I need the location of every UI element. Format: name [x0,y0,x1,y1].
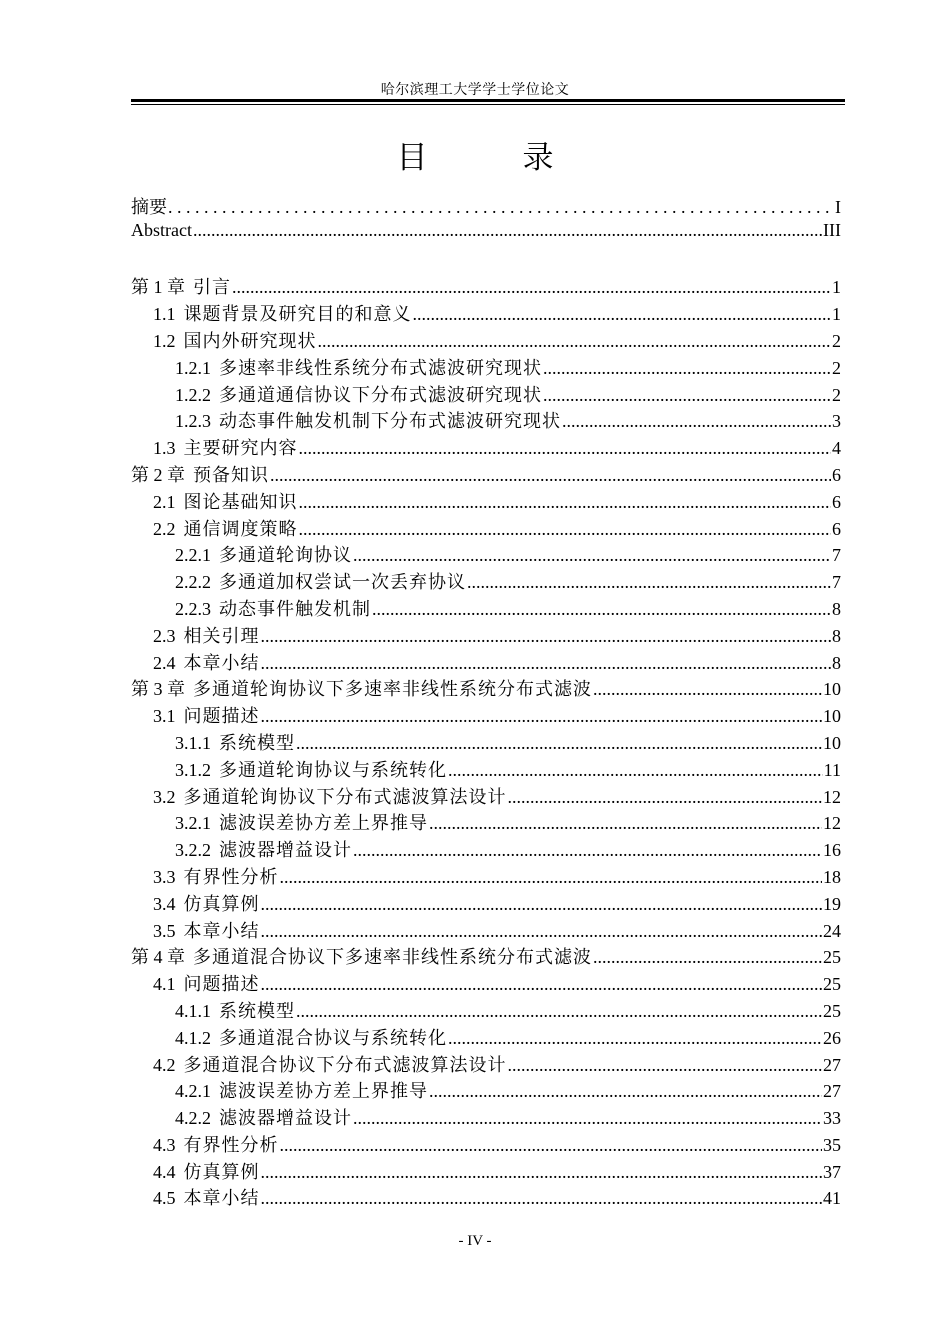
toc-entry-number: 2.2.3 [175,598,211,619]
toc-entry-number: 4.1 [153,974,176,995]
toc-entry-label: 仿真算例 [183,893,260,915]
toc-entry-page: 7 [832,545,841,566]
toc-entry[interactable] [131,890,841,917]
dot-leader [353,840,822,861]
toc-entry-number: 2.2.1 [175,545,211,566]
toc-entry-page: 2 [832,384,841,405]
toc-entry[interactable] [131,863,841,890]
toc-entry-label: 多通道通信协议下分布式滤波研究现状 [219,384,542,406]
toc-entry-page: 12 [823,786,841,807]
header-rule-thick [131,99,845,102]
toc-entry-page: I [835,197,841,217]
toc-entry-page: 6 [832,518,841,539]
toc-entry-page: 33 [823,1108,841,1129]
toc-entry[interactable] [131,381,841,408]
toc-entry[interactable] [131,809,841,836]
toc-entry-page: 35 [823,1134,841,1155]
dot-leader [448,1028,822,1049]
toc-entry-label: 多通道混合协议下分布式滤波算法设计 [183,1054,507,1076]
toc-entry-number: 4.2.1 [175,1081,211,1102]
toc-entry-number: 第 1 章 [131,277,185,298]
dot-leader [372,599,831,620]
dot-leader [318,331,832,352]
toc-entry-page: 25 [823,1000,841,1021]
toc-entry-number: 1.3 [153,438,176,459]
toc-entry[interactable] [131,649,841,676]
toc-entry[interactable] [131,1104,841,1131]
toc-entry-label: 多通道轮询协议下多速率非线性系统分布式滤波 [193,679,592,701]
toc-entry-label: 多通道轮询协议与系统转化 [219,759,447,781]
toc-entry-number: 3.1.2 [175,759,211,780]
toc-entry-page: 8 [832,598,841,619]
toc-entry-label: 问题描述 [183,706,260,728]
dot-leader [299,438,832,459]
toc-entry-page: 25 [823,974,841,995]
toc-entry-page: 8 [832,625,841,646]
toc-entry-page: 7 [832,572,841,593]
toc-entry-label: 系统模型 [219,732,295,754]
toc-entry[interactable] [131,1024,841,1051]
dot-leader [299,492,832,513]
dot-leader [261,894,823,915]
toc-entry[interactable] [131,273,841,300]
dot-leader [543,385,831,406]
page-number: - IV - [458,1233,492,1249]
toc-entry-page: 4 [832,438,841,459]
toc-entry-page: 10 [823,732,841,753]
toc-entry-number: 4.1.1 [175,1000,211,1021]
toc-entry-number: 2.1 [153,491,176,512]
toc-entry-label: 通信调度策略 [183,518,298,540]
dot-leader [232,277,831,298]
dot-leader [562,411,831,432]
running-header: 哈尔滨理工大学学士学位论文 [380,82,570,98]
toc-entry-label: 摘要 [131,197,167,218]
toc-entry-number: 第 3 章 [131,679,185,700]
toc-entry-label: 有界性分析 [183,866,279,888]
toc-entry-number: 3.2.1 [175,813,211,834]
toc-entry-label: 引言 [193,277,231,299]
dot-leader [543,358,831,379]
toc-entry-page: 18 [823,866,841,887]
toc-entry-number: 3.2.2 [175,840,211,861]
toc-entry-label: 本章小结 [183,652,260,674]
toc-entry-number: 2.3 [153,625,176,646]
dot-leader [508,1055,823,1076]
toc-entry[interactable] [131,783,841,810]
toc-entry-number: 4.1.2 [175,1027,211,1048]
toc-entry-label: 有界性分析 [183,1134,279,1156]
toc-entry[interactable] [131,1158,841,1185]
toc-entry[interactable] [131,327,841,354]
toc-entry[interactable] [131,220,841,247]
toc-entry-number: 1.2.1 [175,357,211,378]
dot-leader [593,947,822,968]
dot-leader [296,733,822,754]
toc-entry-label: 相关引理 [183,625,260,647]
dot-leader [280,867,823,888]
toc-entry[interactable] [131,541,841,568]
toc-entry[interactable] [131,970,841,997]
dot-leader [261,921,823,942]
toc-entry-label: 图论基础知识 [183,491,298,513]
toc-entry-number: 3.2 [153,786,176,807]
toc-entry[interactable] [131,568,841,595]
toc-entry-number: 1.2.3 [175,411,211,432]
header-rule-thin [131,104,845,105]
toc-entry-page: 2 [832,357,841,378]
toc-entry-page: 41 [823,1188,841,1209]
dot-leader [261,626,832,647]
dot-leader [448,760,823,781]
toc-entry-label: 本章小结 [183,1188,260,1210]
toc-entry[interactable] [131,756,841,783]
toc-entry[interactable] [131,917,841,944]
dot-leader [467,572,831,593]
toc-entry-page: 27 [823,1054,841,1075]
toc-entry-page: 25 [823,947,841,968]
toc-entry[interactable] [131,354,841,381]
toc-entry-number: 3.5 [153,920,176,941]
toc-entry-label: 多通道加权尝试一次丢弃协议 [219,572,466,594]
toc-entry-page: 6 [832,491,841,512]
toc-entry-number: 4.4 [153,1161,176,1182]
toc-entry-number: 3.3 [153,866,176,887]
dot-leader [261,1162,823,1183]
dot-leader [168,197,834,218]
toc-entry-label: 仿真算例 [183,1161,260,1183]
dot-leader [413,304,832,325]
toc-entry-label: 滤波误差协方差上界推导 [219,1081,428,1103]
toc-entry-number: 2.4 [153,652,176,673]
dot-leader [270,465,831,486]
toc-entry[interactable] [131,729,841,756]
toc-entry-number: 3.1 [153,706,176,727]
dot-leader [280,1135,823,1156]
toc-entry-page: 24 [823,920,841,941]
table-of-contents [131,193,841,1211]
toc-entry[interactable] [131,1184,841,1211]
dot-leader [261,974,823,995]
toc-entry-label: 主要研究内容 [183,438,298,460]
dot-leader [193,220,822,241]
toc-entry[interactable] [131,434,841,461]
dot-leader [593,679,822,700]
toc-entry[interactable] [131,1077,841,1104]
toc-entry-page: III [823,219,841,240]
toc-entry-number: 第 4 章 [131,947,185,968]
toc-entry-label: 国内外研究现状 [183,330,317,352]
toc-entry[interactable] [131,675,841,702]
toc-entry-page: 11 [823,759,841,780]
toc-entry[interactable] [131,515,841,542]
toc-entry[interactable] [131,1051,841,1078]
toc-entry[interactable] [131,836,841,863]
toc-entry-page: 10 [823,706,841,727]
dot-leader [353,1108,822,1129]
toc-entry-page: 37 [823,1161,841,1182]
toc-entry-page: 2 [832,330,841,351]
toc-entry[interactable] [131,622,841,649]
toc-entry-number: 4.3 [153,1134,176,1155]
toc-entry-number: 1.2.2 [175,384,211,405]
dot-leader [296,1001,822,1022]
toc-entry-label: 动态事件触发机制下分布式滤波研究现状 [219,411,561,433]
toc-entry[interactable] [131,595,841,622]
dot-leader [429,1081,822,1102]
toc-entry-number: 4.2.2 [175,1108,211,1129]
toc-entry-number: 3.1.1 [175,732,211,753]
toc-entry-page: 12 [823,813,841,834]
toc-entry-page: 26 [823,1027,841,1048]
toc-entry-label: 动态事件触发机制 [219,598,371,620]
toc-entry-label: 滤波误差协方差上界推导 [219,813,428,835]
toc-entry-page: 1 [832,277,841,298]
toc-entry-page: 3 [832,411,841,432]
toc-entry-label: 系统模型 [219,1000,295,1022]
toc-entry-label: 多通道轮询协议下分布式滤波算法设计 [183,786,507,808]
dot-leader [261,706,823,727]
toc-entry-number: 3.4 [153,893,176,914]
toc-entry[interactable] [131,300,841,327]
toc-entry-label: 多通道混合协议与系统转化 [219,1027,447,1049]
toc-entry-label: 滤波器增益设计 [219,840,352,862]
toc-entry-page: 6 [832,464,841,485]
toc-entry[interactable] [131,193,841,220]
dot-leader [429,813,822,834]
toc-entry[interactable] [131,997,841,1024]
toc-entry-page: 1 [832,304,841,325]
toc-entry-number: 1.2 [153,330,176,351]
toc-entry-page: 8 [832,652,841,673]
toc-entry[interactable] [131,702,841,729]
toc-entry[interactable] [131,488,841,515]
toc-entry-label: 多通道混合协议下多速率非线性系统分布式滤波 [193,947,592,969]
toc-entry-label: 本章小结 [183,920,260,942]
dot-leader [261,1188,823,1209]
toc-title: 目 录 [396,140,586,176]
toc-entry-number: 1.1 [153,304,176,325]
toc-entry-label: 预备知识 [193,464,269,486]
toc-entry-number: 2.2 [153,518,176,539]
toc-entry-label: 多速率非线性系统分布式滤波研究现状 [219,357,542,379]
toc-entry[interactable] [131,1131,841,1158]
toc-entry-page: 16 [823,840,841,861]
toc-entry-label: 多通道轮询协议 [219,545,352,567]
toc-entry-number: 4.5 [153,1188,176,1209]
toc-entry-number: 第 2 章 [131,464,185,485]
toc-entry-label: 课题背景及研究目的和意义 [183,304,412,326]
dot-leader [353,545,831,566]
toc-entry[interactable] [131,943,841,970]
toc-entry-number: 2.2.2 [175,572,211,593]
toc-entry-label: 滤波器增益设计 [219,1108,352,1130]
toc-entry-label: 问题描述 [183,974,260,996]
dot-leader [508,787,823,808]
toc-entry-page: 27 [823,1081,841,1102]
toc-entry[interactable] [131,461,841,488]
toc-entry-number: 4.2 [153,1054,176,1075]
toc-entry-page: 10 [823,679,841,700]
toc-entry[interactable] [131,407,841,434]
toc-spacer [131,247,841,274]
toc-entry-page: 19 [823,893,841,914]
dot-leader [261,653,832,674]
dot-leader [299,519,832,540]
toc-entry-label: Abstract [131,219,192,240]
